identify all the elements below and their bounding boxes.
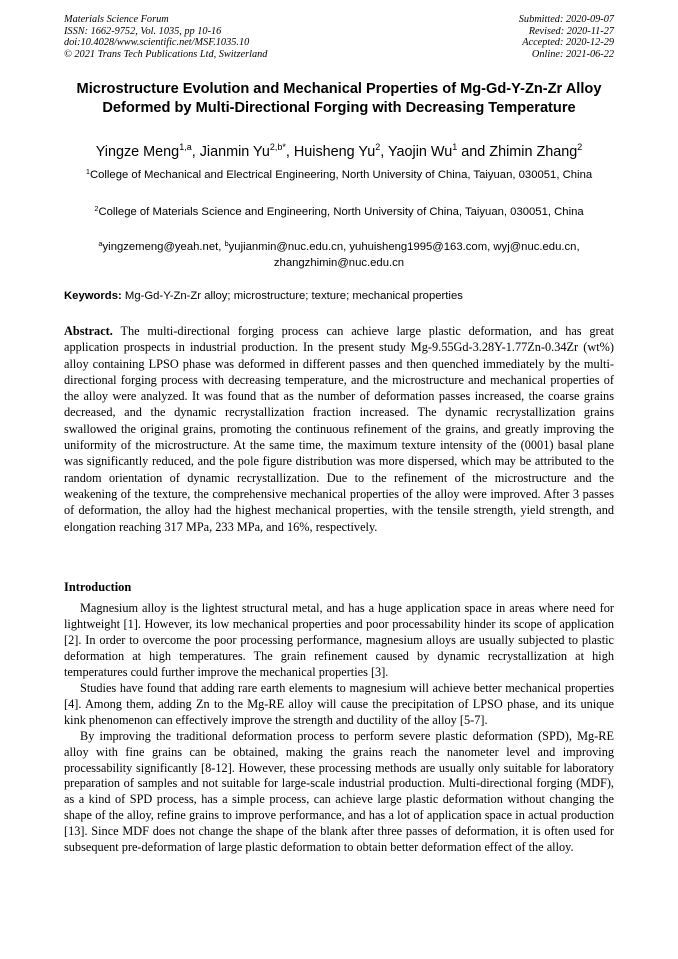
author-affiliation-mark: 1,a [179,142,192,152]
author-affiliation-mark: 1 [452,142,458,152]
author-separator: , [380,144,388,160]
abstract-label: Abstract. [64,324,113,338]
author-affiliation-mark: 2 [577,142,583,152]
author-affiliation-mark: 2,b* [269,142,286,152]
author-name: Yingze Meng [95,144,180,160]
email-mark-a: a [98,239,103,248]
affiliation-text: College of Mechanical and Electrical Engineering, North University of China, Taiyuan, 030051, China [89,169,593,181]
author-name: Huisheng Yu [293,144,376,160]
section-heading-introduction: Introduction [64,580,132,594]
intro-paragraph: By improving the traditional deformation process to perform severe plastic deformation (SPD), Mg-RE alloy with fine grains can be obtained, making the grains reach the nanometer level and improving processability significantly [8-12]. However, these processing methods are usually only suitable for laboratory preparation of samples and not suitable for large-scale industrial production. Multi-directional forging (MDF), as a kind of SPD process, has a simple process, can achieve large plastic deformation without changing the shape of the alloy, refine grains to improve performance, and has a lot of application space in actual production [13]. Since MDF does not change the shape of the blank after three passes of deformation, it is often used for subsequent pre-deformation of large plastic deformation to obtain better deformation effect of the alloy. [64,728,614,855]
author-separator: and [457,144,490,160]
author-separator: , [285,144,294,160]
affiliation-mark: 1 [85,167,90,176]
keywords-label: Keywords: [64,290,122,302]
abstract-text: The multi-directional forging process can achieve large plastic deformation, and has great application prospects in industrial production. In the present study Mg-9.55Gd-3.28Y-1.77Zn-0.34Zr (wt%) alloy containing LPSO phase was deformed in different passes and then quenched immediately by the multi-directional forging process with decreasing temperature, and the microstructure and mechanical properties of the alloy were analyzed. It was found that as the number of deformation passes increased, the coarse grains decreased, and the dynamic recrystallization fraction increased. The dynamic recrystallization grains swallowed the original grains, promoting the continuous refinement of the grains, and greatly improving the uniformity of the microstructure. At the same time, the maximum texture intensity of the (0001) basal plane was significantly reduced, and the pole figure distribution was more dispersed, which may be attributed to the random orientation of dynamic recrystallization. Due to the refinement of the microstructure and the weakening of the texture, the comprehensive mechanical properties of the alloy were improved. After 3 passes of deformation, the alloy had the highest mechanical properties, with the tensile strength, yield strength, and elongation reaching 317 MPa, 233 MPa, and 16%, respectively. [64,324,614,534]
date-accepted: Accepted: 2020-12-29 [522,37,614,49]
email-mark-b: b [224,239,229,248]
introduction-body [64,601,614,856]
affiliation-text: College of Materials Science and Engineering, North University of China, Taiyuan, 030051, China [98,206,584,218]
keywords-text: Mg-Gd-Y-Zn-Zr alloy; microstructure; texture; mechanical properties [121,290,463,302]
journal-header-left [64,14,267,60]
keywords [64,288,614,304]
author-name: Zhimin Zhang [489,144,578,160]
email-b: yujianmin@nuc.edu.cn, yuhuisheng1995@163.com, wyj@nuc.edu.cn, zhangzhimin@nuc.edu.cn [228,241,580,269]
email-a: yingzemeng@yeah.net, [102,241,225,253]
journal-header-right [519,14,614,60]
journal-doi: doi:10.4028/www.scientific.net/MSF.1035.10 [64,37,250,49]
author-affiliation-mark: 2 [375,142,381,152]
affiliation-1 [64,167,614,183]
paper-title: Microstructure Evolution and Mechanical Properties of Mg-Gd-Y-Zn-Zr Alloy Deformed by Multi-Directional Forging with Decreasing Temperature [76,81,602,116]
date-submitted: Submitted: 2020-09-07 [518,14,614,25]
author-emails [64,239,614,271]
date-revised: Revised: 2020-11-27 [528,25,614,37]
author-name: Jianmin Yu [199,144,270,160]
date-online: Online: 2021-06-22 [531,48,614,60]
affiliation-2 [64,204,614,220]
intro-paragraph: Studies have found that adding rare earth elements to magnesium will achieve better mechanical properties [4]. Among them, adding Zn to the Mg-RE alloy will cause the precipitation of LPSO phase, and its unique kink phenomenon can effectively improve the strength and ductility of the alloy [5-7]. [64,680,614,727]
intro-paragraph: Magnesium alloy is the lightest structural metal, and has a huge application space in areas where need for lightweight [1]. However, its low mechanical properties and poor processability hinder its scope of application [2]. In order to overcome the poor processing performance, magnesium alloys are usually subjected to plastic deformation at high temperatures. The grain refinement caused by dynamic recrystallization at high temperatures could further improve the mechanical properties [3]. [64,601,614,679]
journal-name: Materials Science Forum [64,14,169,25]
author-name: Yaojin Wu [387,144,453,160]
abstract [64,323,614,535]
journal-copyright: © 2021 Trans Tech Publications Ltd, Switzerland [64,48,268,60]
author-list [64,143,614,161]
journal-issn: ISSN: 1662-9752, Vol. 1035, pp 10-16 [64,25,222,37]
affiliation-mark: 2 [94,204,99,213]
author-separator: , [191,144,200,160]
